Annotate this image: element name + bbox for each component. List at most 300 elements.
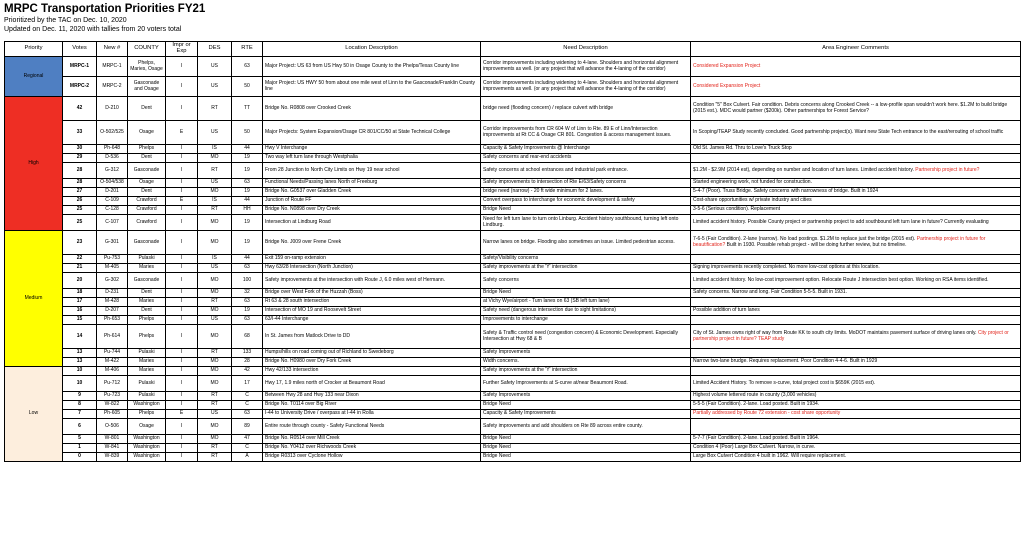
cell-votes: 21: [63, 264, 97, 273]
cell-rte: 44: [232, 255, 263, 264]
cell-des: MO: [198, 154, 232, 163]
cell-loc: Bridge No. J009 over Frene Creek: [263, 231, 481, 255]
cell-need: Bridge Need: [481, 453, 691, 462]
cell-need: Safety improvements and add shoulders on Rte 89 across entire county.: [481, 419, 691, 435]
table-row: [5, 298, 1021, 307]
cell-des: US: [198, 316, 232, 325]
cell-des: RT: [198, 349, 232, 358]
cell-des: MO: [198, 231, 232, 255]
cell-need: Further Safety Improvements at S-curve at/near Beaumont Road.: [481, 376, 691, 392]
cell-votes: 14: [63, 325, 97, 349]
cell-county: Pulaski: [128, 349, 166, 358]
cell-county: Washington: [128, 435, 166, 444]
cell-need: Safety concerns: [481, 273, 691, 289]
cell-votes: 0: [63, 453, 97, 462]
cell-votes: 25: [63, 206, 97, 215]
table-row: [5, 444, 1021, 453]
cell-county: Pulaski: [128, 376, 166, 392]
cell-votes: 9: [63, 392, 97, 401]
cell-votes: 18: [63, 289, 97, 298]
cell-num: C-128: [97, 206, 128, 215]
cell-loc: Major Project: US 63 from US Hwy 50 in Osage County to the Phelps/Texas County line: [263, 57, 481, 77]
cell-loc: Hwy V Interchange: [263, 145, 481, 154]
cell-ie: I: [166, 273, 198, 289]
priority-group-cell: Low: [5, 367, 63, 462]
cell-num: Ph-605: [97, 410, 128, 419]
cell-ie: E: [166, 410, 198, 419]
cell-des: MO: [198, 419, 232, 435]
cell-rte: 63: [232, 410, 263, 419]
cell-rte: 100: [232, 273, 263, 289]
cell-votes: 33: [63, 121, 97, 145]
cell-votes: 29: [63, 154, 97, 163]
cell-comment: Narrow two-lane brudge. Requires replacement. Poor Condition 4-4-6. Built in 1929: [691, 358, 1021, 367]
cell-ie: I: [166, 376, 198, 392]
cell-votes: 28: [63, 179, 97, 188]
cell-loc: Bridge R0313 over Cyclone Hollow: [263, 453, 481, 462]
cell-num: D-231: [97, 289, 128, 298]
cell-rte: 32: [232, 289, 263, 298]
cell-ie: I: [166, 325, 198, 349]
cell-ie: I: [166, 435, 198, 444]
table-row: [5, 376, 1021, 392]
cell-des: US: [198, 179, 232, 188]
table-row: [5, 289, 1021, 298]
cell-need: Safety improvements to intersection of Rte E/63/Safety concerns: [481, 179, 691, 188]
cell-des: MO: [198, 435, 232, 444]
col-header: COUNTY: [128, 42, 166, 57]
subtitle-prioritized: Prioritized by the TAC on Dec. 10, 2020: [4, 17, 127, 24]
table-row: [5, 367, 1021, 376]
cell-des: MO: [198, 376, 232, 392]
cell-num: O-504/538: [97, 179, 128, 188]
cell-num: Ph-648: [97, 145, 128, 154]
cell-num: W-801: [97, 435, 128, 444]
table-row: [5, 419, 1021, 435]
cell-county: Gasconade: [128, 163, 166, 179]
cell-county: Maries: [128, 367, 166, 376]
table-row: [5, 264, 1021, 273]
cell-loc: From 28 Junction to North City Limits on Hwy 19 near school: [263, 163, 481, 179]
cell-des: MO: [198, 367, 232, 376]
cell-need: Improvements to interchange: [481, 316, 691, 325]
cell-county: Osage: [128, 419, 166, 435]
table-row: [5, 349, 1021, 358]
cell-rte: 42: [232, 367, 263, 376]
comment-highlight: City project or partnership project in future? TEAP study: [693, 329, 1009, 342]
cell-num: D-536: [97, 154, 128, 163]
cell-county: Crawford: [128, 197, 166, 206]
cell-num: D-201: [97, 188, 128, 197]
cell-des: MO: [198, 289, 232, 298]
cell-loc: Between Hwy 28 and Hwy 133 near Dixon: [263, 392, 481, 401]
cell-votes: 25: [63, 215, 97, 231]
table-row: [5, 197, 1021, 206]
cell-rte: HH: [232, 206, 263, 215]
cell-county: Dent: [128, 307, 166, 316]
cell-votes: 20: [63, 273, 97, 289]
cell-loc: Major Project: US HWY 50 from about one mile west of Linn to the Gasconade/Franklin County line: [263, 77, 481, 97]
cell-des: US: [198, 121, 232, 145]
cell-comment: [691, 154, 1021, 163]
table-row: [5, 435, 1021, 444]
cell-ie: I: [166, 163, 198, 179]
priorities-table: [4, 41, 1021, 462]
cell-votes: MRPC-2: [63, 77, 97, 97]
cell-rte: 47: [232, 435, 263, 444]
cell-loc: Bridge No. T0114 over Big River: [263, 401, 481, 410]
cell-des: RT: [198, 163, 232, 179]
cell-ie: I: [166, 215, 198, 231]
cell-ie: I: [166, 307, 198, 316]
cell-comment: Started engineering work, not funded for construction.: [691, 179, 1021, 188]
cell-ie: I: [166, 179, 198, 188]
cell-num: C-109: [97, 197, 128, 206]
cell-num: O-502/525: [97, 121, 128, 145]
cell-comment: [691, 367, 1021, 376]
cell-ie: I: [166, 264, 198, 273]
cell-loc: Hwy 17, 1.9 miles north of Crocker at Beaumont Road: [263, 376, 481, 392]
cell-comment: [691, 419, 1021, 435]
cell-comment: 3-5-6 (Serious condition). Replacement: [691, 206, 1021, 215]
cell-county: Gasconade: [128, 231, 166, 255]
cell-need: Safety improvements at the 'Y' intersection: [481, 264, 691, 273]
cell-rte: C: [232, 392, 263, 401]
cell-loc: Two way left turn lane through Westphalia: [263, 154, 481, 163]
cell-votes: 42: [63, 97, 97, 121]
cell-des: RT: [198, 97, 232, 121]
cell-ie: I: [166, 289, 198, 298]
cell-num: Pu-712: [97, 376, 128, 392]
cell-ie: I: [166, 298, 198, 307]
cell-loc: Bridge No. G0537 over Gladden Creek: [263, 188, 481, 197]
cell-loc: Functional Needs/Passing lanes North of Freeburg: [263, 179, 481, 188]
col-header: New #: [97, 42, 128, 57]
cell-loc: I-44 to University Drive / overpass at I-44 in Rolla: [263, 410, 481, 419]
cell-need: Safety Improvements: [481, 349, 691, 358]
cell-need: Capacity & Safety Improvements @ Interchange: [481, 145, 691, 154]
cell-ie: E: [166, 121, 198, 145]
cell-des: MO: [198, 188, 232, 197]
cell-rte: 44: [232, 197, 263, 206]
comment-highlight: Partnership project in future?: [915, 166, 980, 173]
cell-loc: Rt 63 & 28 south intersection: [263, 298, 481, 307]
table-body: [5, 57, 1021, 462]
priority-group-cell: Medium: [5, 231, 63, 367]
cell-des: IS: [198, 197, 232, 206]
table-row: [5, 325, 1021, 349]
cell-comment: Large Box Culvert Condition 4 built in 1962. Will require replacement.: [691, 453, 1021, 462]
cell-loc: Humps/hills on road coming out of Richland to Swedeborg: [263, 349, 481, 358]
table-row: [5, 188, 1021, 197]
cell-des: US: [198, 77, 232, 97]
cell-county: Phelps: [128, 316, 166, 325]
subtitle-updated: Updated on Dec. 11, 2020 with tallies from 20 voters total: [4, 26, 182, 33]
cell-ie: I: [166, 419, 198, 435]
cell-need: at Vichy Wye/airport - Turn lanes on 63 (SB left turn lane): [481, 298, 691, 307]
cell-county: Gasconade and Osage: [128, 77, 166, 97]
cell-ie: I: [166, 154, 198, 163]
cell-need: Bridge Need: [481, 444, 691, 453]
table-row: [5, 215, 1021, 231]
cell-rte: 19: [232, 188, 263, 197]
cell-county: Crawford: [128, 215, 166, 231]
cell-ie: I: [166, 255, 198, 264]
table-header-row: [5, 42, 1021, 57]
cell-des: IS: [198, 255, 232, 264]
cell-ie: I: [166, 367, 198, 376]
cell-county: Pulaski: [128, 392, 166, 401]
table-row: [5, 206, 1021, 215]
cell-num: D-210: [97, 97, 128, 121]
cell-need: Safety concerns at school entrances and industrial park entrance.: [481, 163, 691, 179]
cell-comment: [691, 316, 1021, 325]
cell-loc: In St. James from Matlock Drive to DD: [263, 325, 481, 349]
table-row: [5, 273, 1021, 289]
cell-rte: 50: [232, 121, 263, 145]
cell-comment: Considered Expansion Project: [691, 77, 1021, 97]
cell-ie: I: [166, 145, 198, 154]
cell-num: Pu-744: [97, 349, 128, 358]
cell-ie: I: [166, 401, 198, 410]
cell-num: D-207: [97, 307, 128, 316]
cell-des: MO: [198, 325, 232, 349]
cell-votes: 10: [63, 376, 97, 392]
table-row: [5, 255, 1021, 264]
cell-need: Width concerns.: [481, 358, 691, 367]
cell-num: O-506: [97, 419, 128, 435]
cell-votes: 27: [63, 188, 97, 197]
cell-rte: 63: [232, 57, 263, 77]
cell-ie: I: [166, 316, 198, 325]
col-header: Location Description: [263, 42, 481, 57]
cell-comment: Possible addition of turn lanes: [691, 307, 1021, 316]
cell-comment: Limited accident history. Possible County project or partnership project to add southbound left turn lane in future? Currently evaluating: [691, 215, 1021, 231]
cell-need: bridge need (flooding concern) / replace culvert with bridge: [481, 97, 691, 121]
table-row: [5, 57, 1021, 77]
table-row: [5, 401, 1021, 410]
cell-votes: 22: [63, 255, 97, 264]
col-header: DES: [198, 42, 232, 57]
cell-county: Washington: [128, 453, 166, 462]
cell-votes: 13: [63, 358, 97, 367]
cell-ie: I: [166, 231, 198, 255]
cell-comment: [691, 298, 1021, 307]
cell-rte: 89: [232, 419, 263, 435]
cell-comment: Signing improvements recently completed. No more low-cost options at this location.: [691, 264, 1021, 273]
cell-loc: Bridge No. H0980 over Dry Fork Creek: [263, 358, 481, 367]
cell-rte: 63: [232, 264, 263, 273]
cell-loc: Bridge over West Fork of the Huzzah (Boss): [263, 289, 481, 298]
cell-votes: 5: [63, 435, 97, 444]
cell-des: US: [198, 410, 232, 419]
cell-county: Crawford: [128, 206, 166, 215]
cell-need: bridge need (narrow) - 20 ft wide minimum for 2 lanes.: [481, 188, 691, 197]
cell-num: MRPC-2: [97, 77, 128, 97]
comment-text: $1.2M - $2.9M (2014 est), depending on number and location of turn lanes. Limited accident history.: [693, 166, 914, 173]
cell-comment: Safety concerns. Narrow and long. Fair Condition 5-5-5. Built in 1931.: [691, 289, 1021, 298]
cell-rte: TT: [232, 97, 263, 121]
cell-loc: Major Projects: System Expansion/Osage CR 801/CC/50 at State Technical College: [263, 121, 481, 145]
cell-rte: 63: [232, 179, 263, 188]
cell-num: G-301: [97, 231, 128, 255]
table-row: [5, 145, 1021, 154]
cell-votes: 7: [63, 410, 97, 419]
cell-des: RT: [198, 206, 232, 215]
cell-county: Maries: [128, 264, 166, 273]
table-row: [5, 231, 1021, 255]
cell-comment: Old St. James Rd. Thru to Love's Truck Stop: [691, 145, 1021, 154]
cell-num: W-822: [97, 401, 128, 410]
cell-comment: 5-4-7 (Poor). Truss Bridge. Safety concerns with narrowness of bridge. Built in 1924: [691, 188, 1021, 197]
cell-rte: C: [232, 444, 263, 453]
col-header: RTE: [232, 42, 263, 57]
cell-des: MO: [198, 307, 232, 316]
cell-num: M-406: [97, 367, 128, 376]
cell-num: M-405: [97, 264, 128, 273]
cell-loc: Entire route through county - Safety Functional Needs: [263, 419, 481, 435]
cell-need: Corridor improvements from CR 604 W of Linn to Rte. 89 E of Linn/Intersection improvements at Rt CC & Osage CR 801. Congestion & access management issues.: [481, 121, 691, 145]
cell-comment: Condition "5" Box Culvert. Fair condition. Debris concerns along Crooked Creek -- a low-profile span wouldn't work here. $1.2M to build bridge (2015 est.). MDC would partner ($200k). Other partnerships for Forest Service?: [691, 97, 1021, 121]
cell-loc: Hwy 63/28 Intersection (North Junction): [263, 264, 481, 273]
cell-comment: Limited accident history. No low-cost improvement option. Relocate Route J intersection best option. Working on RSA items identified.: [691, 273, 1021, 289]
table-row: [5, 358, 1021, 367]
col-header: Priority: [5, 42, 63, 57]
cell-des: RT: [198, 453, 232, 462]
comment-text: 7-6-5 (Fair Condition). 2-lane (narrow). No load postings. $1.2M to replace just the bridge (2015 est).: [693, 235, 916, 242]
cell-rte: 19: [232, 163, 263, 179]
cell-votes: 8: [63, 401, 97, 410]
cell-need: Corridor improvements including widening to 4-lane. Shoulders and horizontal alignment improvements as well. (or any project that will advance the 4-laning of the corridor): [481, 57, 691, 77]
cell-county: Phelps: [128, 145, 166, 154]
cell-need: Safety concerns and rear-end accidents: [481, 154, 691, 163]
cell-des: MO: [198, 215, 232, 231]
cell-comment: Highest volume lettered route in county (3,000 vehicles): [691, 392, 1021, 401]
cell-ie: I: [166, 206, 198, 215]
cell-rte: A: [232, 453, 263, 462]
cell-county: Osage: [128, 121, 166, 145]
cell-rte: 133: [232, 349, 263, 358]
cell-comment: 5-7-7 (Fair Condition). 2-lane. Load posted. Built in 1964.: [691, 435, 1021, 444]
cell-rte: 17: [232, 376, 263, 392]
cell-loc: Intersection at Lindburg Road: [263, 215, 481, 231]
table-row: [5, 97, 1021, 121]
cell-county: Gasconade: [128, 273, 166, 289]
cell-votes: 23: [63, 231, 97, 255]
cell-votes: 30: [63, 145, 97, 154]
cell-comment: Cost-share opportunities w/ private industry and cities: [691, 197, 1021, 206]
cell-loc: Bridge No. N0898 over Dry Creek: [263, 206, 481, 215]
cell-need: Safety improvements at the 'Y' intersection: [481, 367, 691, 376]
cell-num: W-841: [97, 444, 128, 453]
cell-votes: 10: [63, 367, 97, 376]
cell-need: Narrow lanes on bridge. Flooding also sometimes an issue. Limited pedestrian access.: [481, 231, 691, 255]
cell-votes: 15: [63, 316, 97, 325]
cell-votes: 1: [63, 444, 97, 453]
cell-need: Bridge Need: [481, 289, 691, 298]
cell-rte: 63: [232, 298, 263, 307]
cell-comment: Limited Accident History. To remove s-curve, total project cost is $659K (2015 est).: [691, 376, 1021, 392]
cell-comment: Considered Expansion Project: [691, 57, 1021, 77]
cell-ie: I: [166, 453, 198, 462]
cell-ie: I: [166, 392, 198, 401]
cell-votes: 13: [63, 349, 97, 358]
cell-loc: Intersection of MO 19 and Roosevelt Street: [263, 307, 481, 316]
cell-des: RT: [198, 298, 232, 307]
cell-num: MRPC-1: [97, 57, 128, 77]
cell-county: Phelps: [128, 410, 166, 419]
cell-county: Maries: [128, 358, 166, 367]
cell-num: G-312: [97, 163, 128, 179]
cell-loc: 63/I-44 Interchange: [263, 316, 481, 325]
cell-need: Safety & Traffic control need (congestion concern) & Economic Development. Especially Intersection at Hwy 68 & B: [481, 325, 691, 349]
cell-votes: 28: [63, 163, 97, 179]
cell-rte: 44: [232, 145, 263, 154]
col-header: Impr or Exp: [166, 42, 198, 57]
cell-county: Washington: [128, 401, 166, 410]
cell-rte: C: [232, 401, 263, 410]
table-row: [5, 392, 1021, 401]
cell-need: Bridge Need: [481, 435, 691, 444]
cell-rte: 50: [232, 77, 263, 97]
document-header: [4, 3, 205, 34]
cell-county: Osage: [128, 179, 166, 188]
cell-rte: 68: [232, 325, 263, 349]
cell-num: Ph-653: [97, 316, 128, 325]
cell-ie: I: [166, 57, 198, 77]
cell-need: Safety need (dangerous intersection due to sight limitations): [481, 307, 691, 316]
cell-county: Dent: [128, 154, 166, 163]
cell-ie: I: [166, 97, 198, 121]
cell-votes: 17: [63, 298, 97, 307]
table-row: [5, 307, 1021, 316]
cell-loc: Safety improvements at the intersection with Route J, 6.0 miles west of Hermann.: [263, 273, 481, 289]
cell-need: Capacity & Safety Improvements: [481, 410, 691, 419]
cell-comment: [691, 163, 1021, 179]
table-row: [5, 154, 1021, 163]
cell-num: Pu-753: [97, 255, 128, 264]
cell-need: Convert overpass to interchange for economic development & safety: [481, 197, 691, 206]
cell-county: Dent: [128, 289, 166, 298]
cell-county: Maries: [128, 298, 166, 307]
cell-des: RT: [198, 392, 232, 401]
comment-text-continued: Built in 1930. Possible rehab project - will be doing further review, but no timeline.: [726, 241, 907, 248]
cell-need: Safety Improvements: [481, 392, 691, 401]
cell-county: Dent: [128, 188, 166, 197]
cell-ie: I: [166, 444, 198, 453]
priority-group-cell: High: [5, 97, 63, 231]
cell-votes: MRPC-1: [63, 57, 97, 77]
cell-ie: E: [166, 197, 198, 206]
cell-ie: I: [166, 77, 198, 97]
cell-need: Bridge Need: [481, 206, 691, 215]
cell-rte: 19: [232, 154, 263, 163]
cell-county: Washington: [128, 444, 166, 453]
cell-comment: Partially addressed by Route 72 extension - cost share opportunity: [691, 410, 1021, 419]
cell-num: Pu-723: [97, 392, 128, 401]
cell-comment: 5-5-5 (Fair Condition). 2-lane. Load posted. Built in 1934.: [691, 401, 1021, 410]
cell-des: US: [198, 264, 232, 273]
col-header: Votes: [63, 42, 97, 57]
cell-rte: 19: [232, 307, 263, 316]
cell-des: MO: [198, 358, 232, 367]
cell-comment: [691, 255, 1021, 264]
col-header: Area Engineer Comments: [691, 42, 1021, 57]
cell-votes: 16: [63, 307, 97, 316]
cell-loc: Hwy 42/133 intersection: [263, 367, 481, 376]
cell-county: Phelps: [128, 325, 166, 349]
cell-loc: Bridge No. R0514 over Mill Creek: [263, 435, 481, 444]
